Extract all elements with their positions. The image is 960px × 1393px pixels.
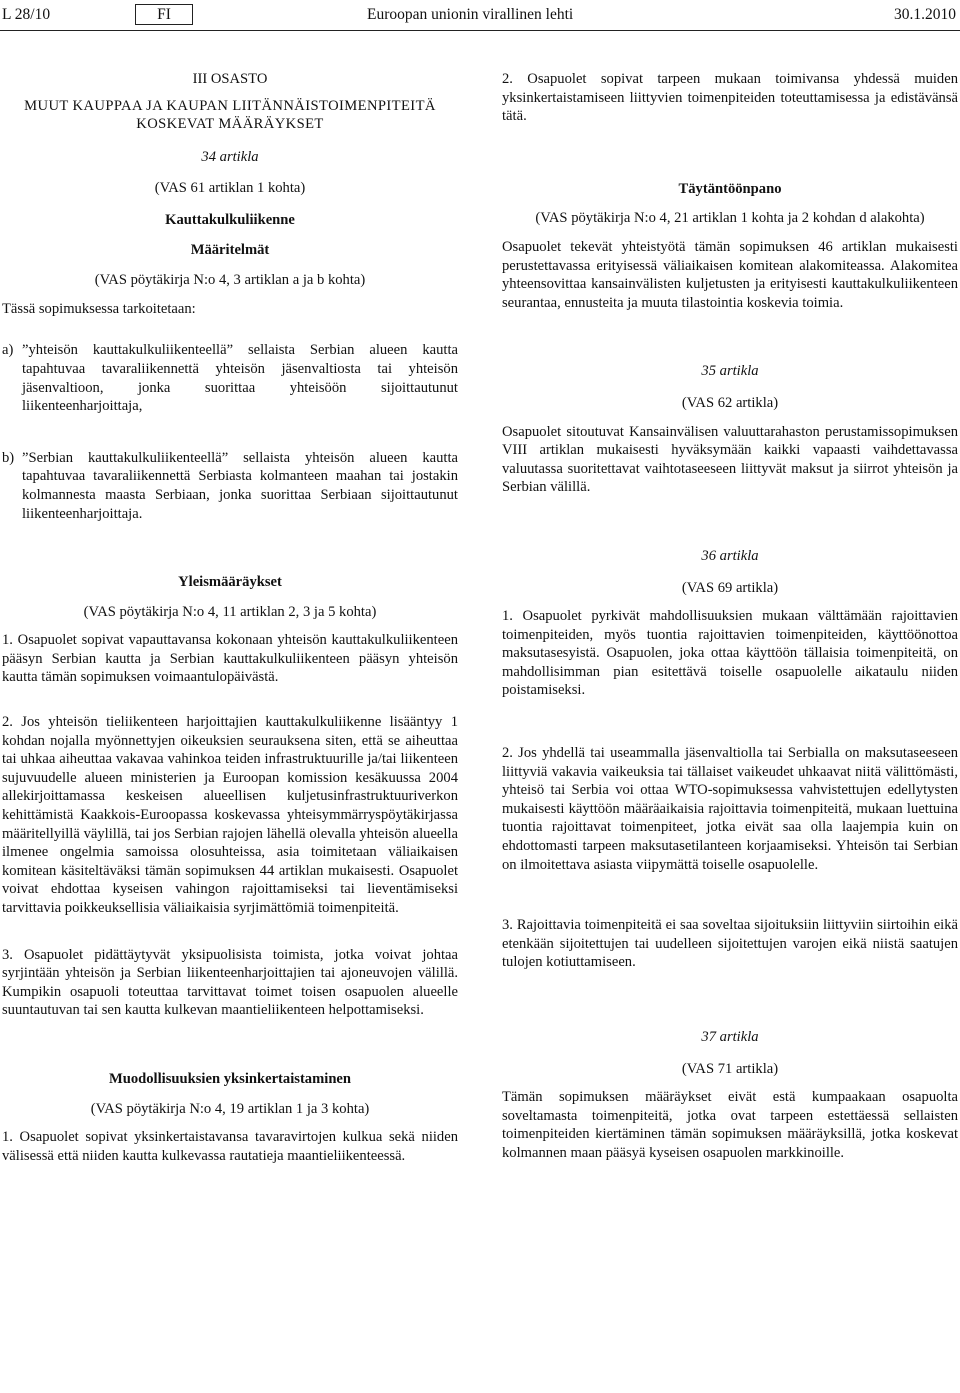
definitions-reference: (VAS pöytäkirja N:o 4, 3 artiklan a ja b kohta) xyxy=(94,272,366,289)
article-35-heading: 35 artikla xyxy=(701,363,759,380)
section-heading-general: Yleismääräykset xyxy=(178,574,282,591)
article-35-reference: (VAS 62 artikla) xyxy=(681,394,779,411)
article-35-paragraph: Osapuolet sitoutuvat Kansainvälisen valuuttarahaston perustamissopimuksen VIII artiklan mukaisesti hyväksymään kaikki vapaasti vaihdettavassa valuutassa suoritettavat vaihtotaseeseen liittyvät maksut ja siirrot yhteisön ja Serbian välillä. xyxy=(502,423,958,496)
item-text: ”yhteisön kauttakulkuliikenteellä” sellaista Serbian alueen kautta tapahtuvaa tavaraliikennettä yhteisön jäsenvaltiosta tai yhteisön jäsenvaltioon, jonka suorittaa yhteisöön sijoittautunut liikenteenharjoittaja, xyxy=(22,342,458,415)
article-36-heading: 36 artikla xyxy=(701,547,759,564)
article-36-reference: (VAS 69 artikla) xyxy=(681,579,779,596)
paragraph-2: 2. Jos yhteisön tieliikenteen harjoittajien kauttakulkuliikenne lisääntyy 1 kohdan nojalla myönnettyjen oikeuksien seurauksena siten, että se aiheuttaa tai uhkaa aiheuttaa vakavaa vahinkoa teiden infrastruktuurille ja/tai liikenteen sujuvuudelle alueen ministerien ja Euroopan komission kesäkuussa 2004 allekirjoittamassa keskeisen alueellisen kuljetusinfrastruktuuriverkon kehittämistä Kaakkois-Euroopassa koskevassa yhteisymmärryspöytäkirjassa määritellyillä väylillä, tai jos Serbian rajojen lähellä olevalla yhteisön alueella ilmenee ongelmia samoissa olosuhteissa, asia toimitetaan väliaikaisen komitean käsiteltäväksi tämän sopimuksen 44 artiklan mukaisesti. Osapuolet voivat ehdottaa kyseisen vahingon rajoittamiseksi tai lieventämiseksi tarvittavia poikkeuksellisia väliaikaisia syrjimättömiä toimenpiteitä. xyxy=(2,714,458,916)
item-text: ”Serbian kauttakulkuliikenteellä” sellaista yhteisön alueen kautta tapahtuvaa tavaraliikennettä Serbiasta kolmanteen maahan tai jostakin kolmannesta maasta Serbiaan, jonka suorittaa Serbiaan sijoittautunut liikenteenharjoittaja. xyxy=(22,449,458,522)
article-36-paragraph-2: 2. Jos yhdellä tai useammalla jäsenvaltiolla tai Serbialla on maksutaseeseen liittyviä vakavia vaikeuksia tai tällaiset vaikeudet uhkaavat niitä välittömästi, yhteisö tai Serbia voi ottaa WTO-sopimuksessa vahvistettujen edellytysten mukaisesti käyttöön määräaikaisia rajoittavia toimenpiteitä, mukaan luettuina tuontia rajoittavat toimenpiteet, jotka eivät saa olla laajempia kuin on ehdottomasti tarpeen maksutasetilanteen korjaamiseksi. Yhteisön tai Serbian on ilmoitettava asiasta viipymättä toiselle osapuolelle. xyxy=(502,745,958,873)
article-34-reference: (VAS 61 artiklan 1 kohta) xyxy=(154,180,306,197)
publication-date: 30.1.2010 xyxy=(894,6,956,23)
item-label: b) xyxy=(2,449,15,466)
simplification-reference: (VAS pöytäkirja N:o 4, 19 artiklan 1 ja 3 kohta) xyxy=(90,1100,370,1117)
general-reference: (VAS pöytäkirja N:o 4, 11 artiklan 2, 3 ja 5 kohta) xyxy=(83,603,377,620)
page-number: L 28/10 xyxy=(2,6,51,23)
simplification-paragraph-2: 2. Osapuolet sopivat tarpeen mukaan toimivansa yhdessä muiden yksinkertaistamiseen liittyvien toimenpiteiden toteuttamisessa ja edistävänsä tätä. xyxy=(502,71,958,125)
right-column xyxy=(502,70,958,1163)
journal-title: Euroopan unionin virallinen lehti xyxy=(367,6,574,23)
part-number: III OSASTO xyxy=(192,71,268,87)
article-36-paragraph-3: 3. Rajoittavia toimenpiteitä ei saa soveltaa sijoituksiin liittyviin siirtoihin eikä etenkään sijoitettujen tai uudelleen sijoitettujen varojen eikä niistä saatujen tulojen kotiuttamiseen. xyxy=(502,917,958,971)
definition-item-a xyxy=(2,341,458,415)
article-37-heading: 37 artikla xyxy=(701,1029,759,1045)
item-label: a) xyxy=(2,342,14,359)
left-column xyxy=(2,70,458,1165)
article-37-reference: (VAS 71 artikla) xyxy=(681,1060,779,1077)
section-heading-definitions: Määritelmät xyxy=(190,241,270,258)
implementation-paragraph: Osapuolet tekevät yhteistyötä tämän sopimuksen 46 artiklan mukaisesti perustettavassa erityisessä väliaikaisen komitean alakomiteassa. Alakomitea yhteensovittaa kansainvälisten kuljetusten ja erityisesti kauttakulkuliikenteen seurantaa, ennusteita ja muuta tilastointia koskevia toimia. xyxy=(502,238,958,311)
section-heading-simplification: Muodollisuuksien yksinkertaistaminen xyxy=(108,1070,352,1087)
article-36-paragraph-1: 1. Osapuolet pyrkivät mahdollisuuksien mukaan välttämään rajoittavien toimenpiteiden, myös tuontia rajoittavien toimenpiteiden, käyttöönottoa maksutasesyistä. Osapuolen, joka ottaa käyttöön tällaisia toimenpiteitä, on mahdollisimman pian esitettävä toiselle osapuolelle aikataulu niiden poistamiseksi. xyxy=(502,608,958,699)
definitions-intro: Tässä sopimuksessa tarkoitetaan: xyxy=(2,300,196,317)
article-37-paragraph: Tämän sopimuksen määräykset eivät estä kumpaakaan osapuolta soveltamasta toimenpiteitä, jotka ovat tarpeen estettäessä sellaisten toimenpiteiden kiertäminen tämän sopimuksen määräyksillä, jotka koskevat kolmannen maan pääsyä kyseisen osapuolen markkinoille. xyxy=(502,1089,958,1161)
article-34-heading: 34 artikla xyxy=(201,148,259,165)
language-badge: FI xyxy=(135,4,193,25)
simplification-paragraph-1: 1. Osapuolet sopivat yksinkertaistavansa tavaravirtojen kulkua sekä niiden välisessä että niiden kautta kulkevassa rautatieja maantieliikenteessä. xyxy=(2,1129,458,1164)
paragraph-3: 3. Osapuolet pidättäytyvät yksipuolisista toimista, jotka voivat johtaa syrjintään yhteisön ja Serbian liikenteenharjoittajien tai ajoneuvojen välillä. Kumpikin osapuoli toteuttaa tarvittavat toimet toisen osapuolen alueelle suuntautuvan tai sen kautta kulkevan maantieliikenteen helpottamiseksi. xyxy=(2,946,458,1019)
section-heading-implementation: Täytäntöönpano xyxy=(678,180,782,197)
section-heading-transit: Kauttakulkuliikenne xyxy=(165,211,295,228)
definition-item-b xyxy=(2,449,458,523)
header-rule xyxy=(0,30,960,31)
paragraph-1: 1. Osapuolet sopivat vapauttavansa kokonaan yhteisön kauttakulkuliikenteen pääsyn Serbian kautta ja Serbian kauttakulkuliikenteen pääsyn yhteisön kautta tämän sopimuksen voimaantulopäivästä. xyxy=(2,632,458,686)
implementation-reference: (VAS pöytäkirja N:o 4, 21 artiklan 1 kohta ja 2 kohdan d alakohta) xyxy=(535,210,925,227)
part-title: MUUT KAUPPAA JA KAUPAN LIITÄNNÄISTOIMENPITEITÄ KOSKEVAT MÄÄRÄYKSET xyxy=(24,97,436,133)
page-header xyxy=(0,4,960,28)
